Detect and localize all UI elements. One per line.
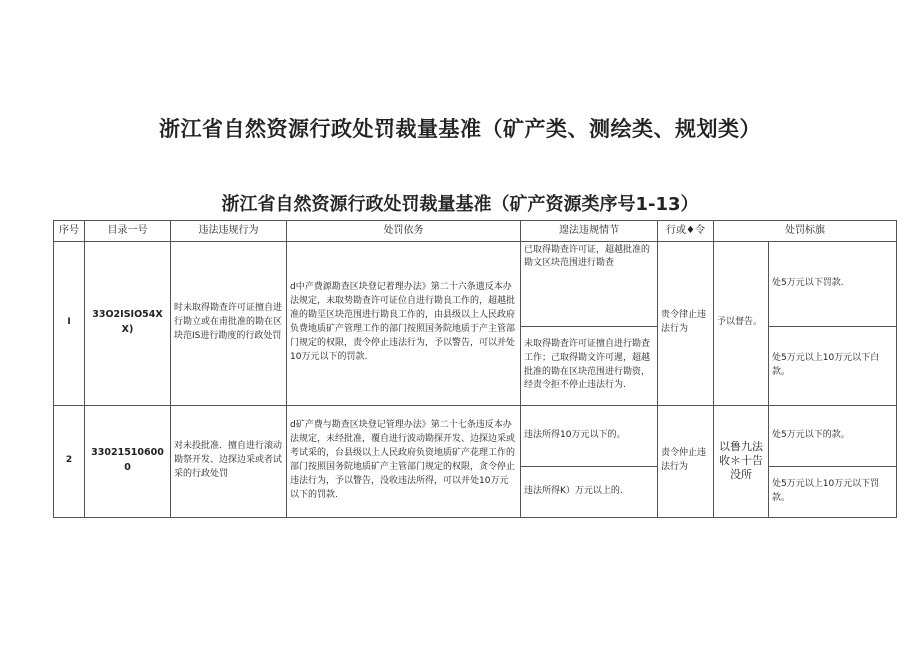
row-standard: 处5万元以下的款。	[769, 405, 897, 466]
row-no: 2	[54, 405, 85, 517]
row-circumstance: 违法所得10万元以下的。	[521, 405, 658, 466]
row-extra: 以鲁九法收＊十告没所	[714, 405, 769, 517]
row-standard: 处5万元以上10万元以下白款。	[769, 326, 897, 405]
row-basis: d矿产费与勘查区块登记管理办法》第二十七条违反本办法规定，未经批准，覆自进行波动勘探开发、边探边采或考试采的，台县级以上人民政府负资地质矿产花理工作的部门按照国务院地质矿产主管部门规定的权限，贪令停止违法行为，予以瞥告，没收违法所得，可以并处10万元以下的罚款.	[287, 405, 521, 517]
table-row	[54, 405, 897, 466]
penalty-standards-table	[53, 220, 897, 518]
header-code: 目录一号	[85, 221, 171, 242]
row-circumstance: 违法所得K）万元以上的.	[521, 466, 658, 517]
row-extra: 予以督告。	[714, 241, 769, 405]
header-row	[54, 221, 897, 242]
row-behavior: 对未投批准．擅自进行滚动勘祭开发、边探边采或者试采的行政处罚	[171, 405, 287, 517]
row-code: 330215106000	[85, 405, 171, 517]
header-standards: 处罚标旗	[714, 221, 897, 242]
row-behavior: 时未取得勘查许可证擅自进行勘立或在甫批准的勘在区块范IS进行勘度的行政处罚	[171, 241, 287, 405]
table-title: 浙江省自然资源行政处罚裁量基准（矿产资源类序号1-13）	[221, 194, 699, 215]
row-basis: d中产费源勘查区块登记着理办法》第二十六条遗反本办法规定，未取势勘查许可证位自进行勘良工作的，超越批准的勘坙区块范围进行勘良工作的，由县级以上人民政府负费地质矿产管理工作的部门按照国务院地质于产主管部门规定的权限，责令停止违法行为，予以警告，可以并处10万元以下的罚款.	[287, 241, 521, 405]
header-circumstances: 遑法违规情节	[521, 221, 658, 242]
row-code: 33O2ISIO54XX)	[85, 241, 171, 405]
table-row	[54, 241, 897, 326]
row-order: 责令仲止违法行为	[658, 405, 714, 517]
header-no: 序号	[54, 221, 85, 242]
header-order: 行或♦令	[658, 221, 714, 242]
row-no: I	[54, 241, 85, 405]
row-circumstance: 未取得勘査许可证擅自进行勘査工作；己取得勘文许可遲，超越批准的勘在区块范围进行勘资，经责令拒不停止违法行为.	[521, 326, 658, 405]
header-behavior: 违法违规行为	[171, 221, 287, 242]
row-standard: 处5万元以下罚款.	[769, 241, 897, 326]
row-standard: 处5万元以上10万元以下罚款。	[769, 466, 897, 517]
header-basis: 处罚依务	[287, 221, 521, 242]
document-title: 浙江省自然资源行政处罚裁量基准（矿产类、测绘类、规划类）	[159, 117, 761, 141]
row-circumstance: 已取得勘查许可证，超越批准的勘文区块范围进行勘查	[521, 241, 658, 326]
row-order: 贵令律止违法行为	[658, 241, 714, 405]
